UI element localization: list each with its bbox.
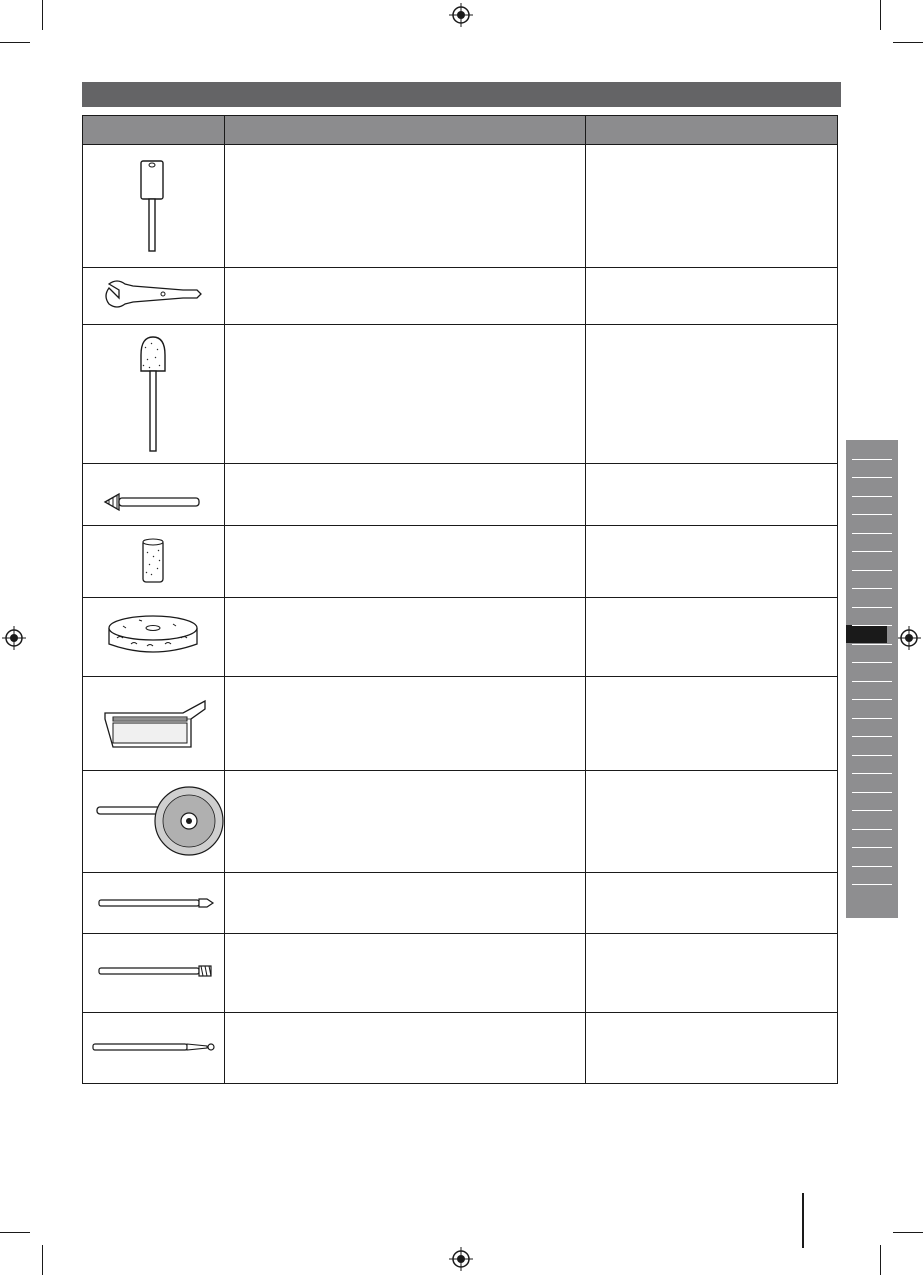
page-number (810, 1200, 850, 1220)
description-cell (225, 677, 585, 770)
side-tab-divider (852, 829, 892, 830)
side-tab-divider (852, 607, 892, 608)
grinding-bit-icon (83, 873, 224, 934)
crop-mark (0, 42, 30, 43)
description-cell (225, 873, 585, 933)
felt-polishing-cone-icon (83, 325, 224, 464)
side-tab-divider (852, 477, 892, 478)
crop-mark (880, 0, 881, 30)
wire-wheel-brush-icon (83, 771, 224, 873)
side-tab-divider (852, 588, 892, 589)
page-number-rule (802, 1193, 804, 1248)
registration-mark-icon (897, 626, 921, 650)
table-row (83, 325, 837, 464)
crop-mark (880, 1245, 881, 1275)
use-cell (586, 526, 837, 597)
wrench-icon (83, 268, 224, 325)
table-header (83, 116, 837, 145)
section-title-bar (82, 82, 841, 107)
header-cell-image (83, 116, 224, 144)
header-cell-description (225, 116, 585, 144)
table-row (83, 934, 837, 1013)
side-tab-divider (852, 459, 892, 460)
use-cell (586, 145, 837, 267)
use-cell (586, 598, 837, 676)
crop-mark (42, 1245, 43, 1275)
table-row (83, 771, 837, 873)
side-tab-divider (852, 810, 892, 811)
use-cell (586, 873, 837, 933)
description-cell (225, 934, 585, 1012)
side-tab-divider (852, 514, 892, 515)
crop-mark (0, 1232, 30, 1233)
registration-mark-icon (449, 1247, 473, 1271)
side-tab-divider (852, 681, 892, 682)
use-cell (586, 1013, 837, 1083)
description-cell (225, 145, 585, 267)
crop-mark (893, 42, 923, 43)
table-row (83, 873, 837, 934)
side-index-tabs (846, 440, 898, 918)
side-tab-divider (852, 644, 892, 645)
ball-burr-icon (83, 1013, 224, 1083)
header-cell-use (586, 116, 837, 144)
crop-mark (42, 0, 43, 30)
description-cell (225, 526, 585, 597)
use-cell (586, 934, 837, 1012)
side-tab-divider (852, 533, 892, 534)
table-row (83, 464, 837, 526)
registration-mark-icon (2, 626, 26, 650)
side-tab-divider (852, 625, 892, 626)
side-tab-divider (852, 718, 892, 719)
side-tab-divider (852, 866, 892, 867)
side-tab-divider (852, 792, 892, 793)
side-tab-divider (852, 699, 892, 700)
description-cell (225, 771, 585, 872)
use-cell (586, 771, 837, 872)
table-row (83, 145, 837, 268)
description-cell (225, 1013, 585, 1083)
side-tab-divider (852, 773, 892, 774)
description-cell (225, 325, 585, 463)
side-tab-divider (852, 570, 892, 571)
engraving-bit-icon (83, 464, 224, 526)
felt-cylinder-icon (83, 526, 224, 598)
use-cell (586, 268, 837, 324)
use-cell (586, 325, 837, 463)
sanding-drum-icon (83, 145, 224, 268)
side-tab-divider (852, 847, 892, 848)
accessories-table (82, 115, 838, 1084)
use-cell (586, 464, 837, 525)
table-row (83, 526, 837, 598)
cutter-bit-icon (83, 934, 224, 1013)
description-cell (225, 464, 585, 525)
polishing-wheel-icon (83, 598, 224, 677)
table-row (83, 677, 837, 771)
description-cell (225, 598, 585, 676)
use-cell (586, 677, 837, 770)
side-tab-divider (852, 662, 892, 663)
table-row (83, 268, 837, 325)
table-row (83, 598, 837, 677)
description-cell (225, 268, 585, 324)
side-tab-divider (852, 736, 892, 737)
side-tab-divider (852, 496, 892, 497)
side-tab-divider (852, 755, 892, 756)
side-tab-divider (852, 551, 892, 552)
crop-mark (893, 1232, 923, 1233)
side-tab-divider (852, 884, 892, 885)
registration-mark-icon (449, 3, 473, 27)
polishing-compound-tray-icon (83, 677, 224, 771)
active-index-tab (846, 625, 887, 643)
table-row (83, 1013, 837, 1083)
